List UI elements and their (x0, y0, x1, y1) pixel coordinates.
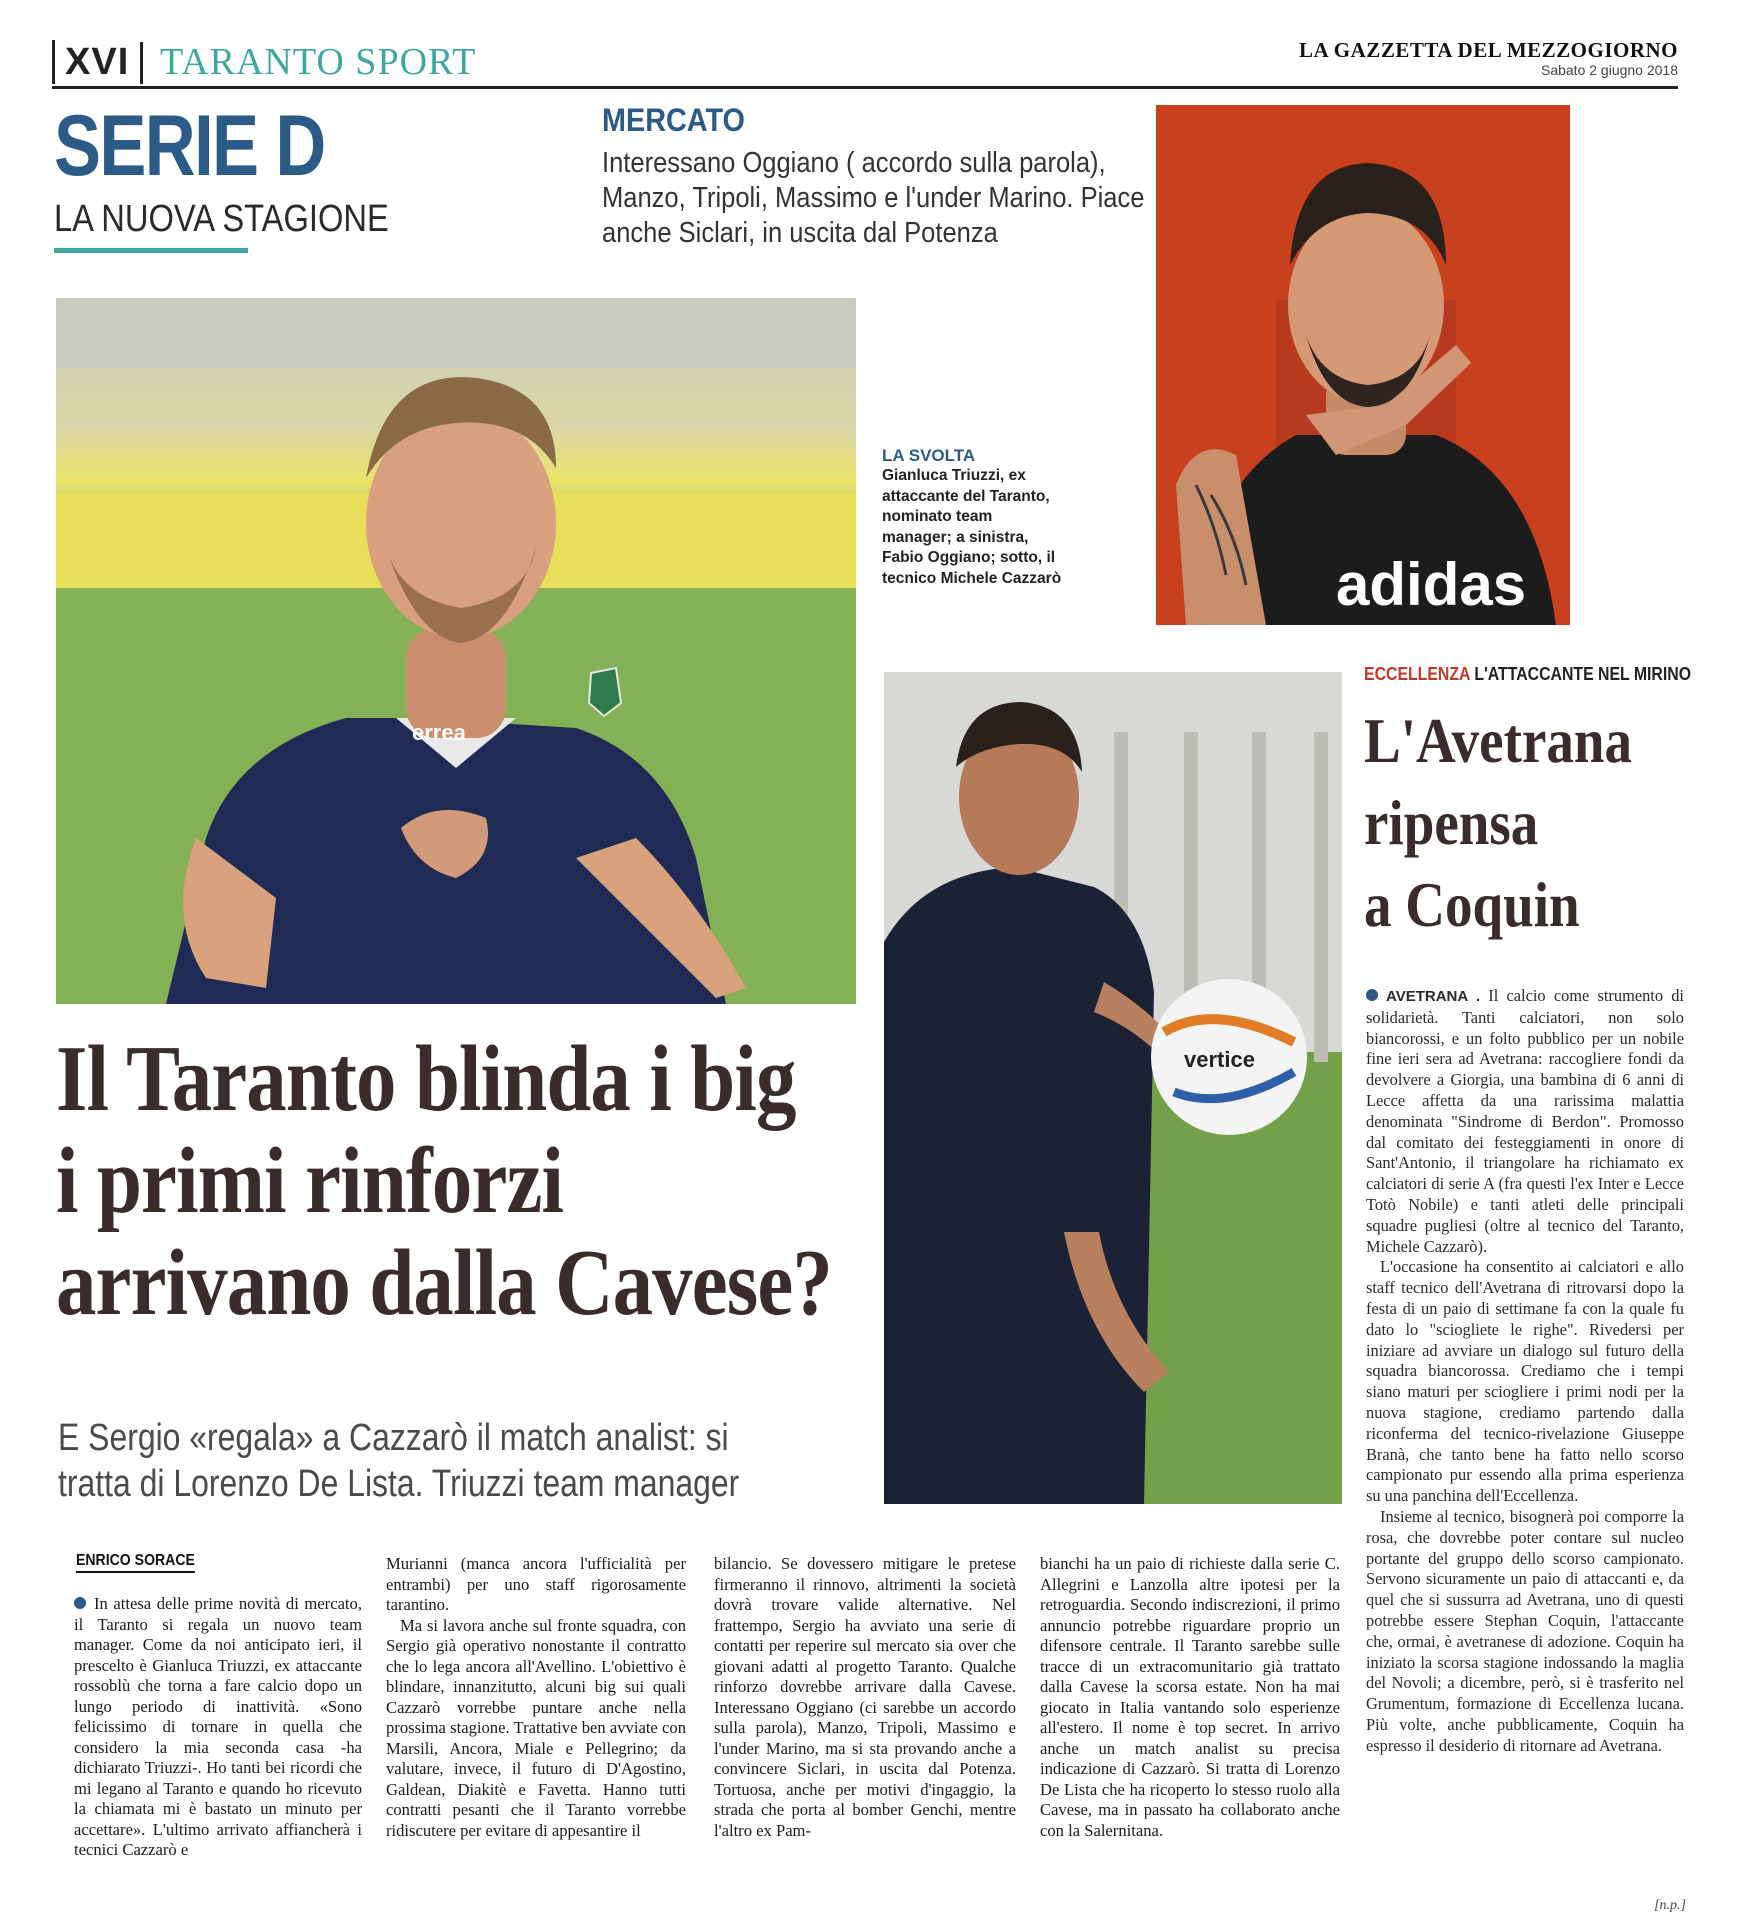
mercato-label: MERCATO (602, 102, 745, 138)
photo-oggiano (56, 298, 856, 1004)
side-headline (1364, 700, 1691, 946)
side-headline-line1: L'Avetrana (1364, 705, 1633, 776)
article-column-3: bilancio. Se dovessero mitigare le pretese firmeranno il rinnovo, altrimenti la società dovrà trovare valide alternative. Nel frattempo, Sergio ha avviato una serie di contatti per reperire sul mercato sia over che giovani adatti al progetto Taranto. Qualche rinforzo dovrebbe arrivare dalla Cavese. Interessano Oggiano (ci sarebbe un accordo sulla parola), Manzo, Tripoli, Massimo e l'under Marino, ma si sta provando anche a convincere Siclari, in uscita dal Potenza. Tortuosa, anche per motivi d'ingaggio, la strada che porta al bomber Genchi, mentre l'altro ex Pam- (714, 1554, 1016, 1840)
photo-triuzzi-illustration (1156, 105, 1570, 625)
side-dateline: AVETRANA . (1386, 988, 1481, 1005)
photo-cazzaro-illustration (884, 672, 1342, 1504)
side-headline-line2: ripensa (1364, 787, 1539, 858)
page-number: XVI (52, 40, 129, 84)
caption-label: LA SVOLTA (882, 446, 976, 465)
photo-oggiano-illustration (56, 298, 856, 1004)
byline: ENRICO SORACE (76, 1552, 195, 1573)
main-headline (56, 1028, 882, 1334)
side-paragraph-2: L'occasione ha consentito ai calciatori e allo staff tecnico dell'Avetrana di ritrovarsi dopo la festa di un paio di settimane fa con la quale fu dato lo "sciogliete le righe". Rivedersi per iniziare ad avviare un dialogo sul futuro della squadra biancorossa. Crediamo che i tempi siano maturi per sciogliere i primi nodi per la nuova stagione, crediamo partendo dalla riconferma del tecnico-rivelazione Giuseppe Branà, che tanto bene ha fatto nello scorso campionato pur essendo alla prima esperienza su una panchina dell'Eccellenza. (1366, 1257, 1684, 1506)
headline-line3: arrivano dalla Cavese? (56, 1231, 832, 1335)
photo-triuzzi (1156, 105, 1570, 625)
header-separator (140, 42, 143, 84)
newspaper-name: LA GAZZETTA DEL MEZZOGIORNO (1299, 38, 1678, 62)
side-article-body (1366, 986, 1684, 1756)
subhead-line2: tratta di Lorenzo De Lista. Triuzzi team manager (58, 1463, 740, 1505)
bullet-icon (74, 1597, 86, 1609)
photo-cazzaro (884, 672, 1342, 1504)
side-kicker-text: L'ATTACCANTE NEL MIRINO (1474, 664, 1692, 684)
nuova-stagione-subtitle: LA NUOVA STAGIONE (54, 198, 389, 240)
side-kicker-label: ECCELLENZA (1364, 664, 1470, 684)
section-title: TARANTO SPORT (160, 41, 477, 83)
caption-text: Gianluca Triuzzi, ex attaccante del Taranto, nominato team manager; a sinistra, Fabio Oggiano; sotto, il tecnico Michele Cazzarò (882, 467, 1062, 587)
headline-line2: i primi rinforzi (56, 1129, 564, 1233)
subhead-line1: E Sergio «regala» a Cazzarò il match analist: si (58, 1417, 729, 1459)
main-subheadline (58, 1415, 898, 1507)
side-signature: [n.p.] (1654, 1898, 1686, 1913)
publication-date: Sabato 2 giugno 2018 (1540, 62, 1678, 78)
mercato-text: Interessano Oggiano ( accordo sulla parola), Manzo, Tripoli, Massimo e l'under Marino. Piace anche Siclari, in uscita dal Potenza (602, 147, 1145, 249)
headline-line1: Il Taranto blinda i big (56, 1027, 796, 1131)
header-rule (52, 86, 1678, 89)
article-column-2: Murianni (manca ancora l'ufficialità per entrambi) per uno staff rigorosamente tarantino. Ma si lavora anche sul fronte squadra, con Sergio già operativo nonostante il contratto che lo lega ancora all'Avellino. L'obiettivo è blindare, innanzitutto, alcuni big sui quali Cazzarò vorrebbe puntare anche nella prossima stagione. Trattative ben avviate con Marsili, Ancora, Miale e Pellegrino; da valutare, invece, il futuro di D'Agostino, Galdean, Diakitè e Favetta. Hanno tutti contratti pesanti che il Taranto vorrebbe ridiscutere per evitare di appesantire il (386, 1554, 686, 1840)
serie-d-title: SERIE D (54, 98, 325, 194)
shirt-brand: adidas (1336, 551, 1527, 618)
side-paragraph-3: Insieme al tecnico, bisognerà poi comporre la rosa, che dovrebbe poter contare sul nucleo portante del gruppo dello scorso campionato. Servono sicuramente un paio di attaccanti e, da quel che si sussurra ad Avetrana, uno di questi potrebbe essere Stephan Coquin, l'attaccante che, ormai, è avetranese di adozione. Coquin ha iniziato la scorsa stagione indossando la maglia del Novoli; a dicembre, però, si è trasferito nel Grumentum, formazione di Eccellenza lucana. Più volte, anche pubblicamente, Coquin ha espresso il desiderio di ritornare ad Avetrana. (1366, 1506, 1684, 1755)
side-paragraph-1: AVETRANA . Il calcio come strumento di solidarietà. Tanti calciatori, non solo biancorossi, e un folto pubblico per un nobile fine ieri sera ad Avetrana: raccogliere fondi da devolvere a Giorgia, una bambina di 6 anni di Lecce affetta da una rarissima malattia denominata "Sindrome di Berdon". Promosso dal comitato dei festeggiamenti in onore di Sant'Antonio, il triangolare ha richiamato ex calciatori di serie A (fra questi l'ex Inter e Lecce Totò Nobile) e tanti atleti delle principali squadre pugliesi (oltre al tecnico del Taranto, Michele Cazzarò). (1366, 986, 1684, 1256)
article-column-1: In attesa delle prime novità di mercato, il Taranto si regala un nuovo team manager. Come da noi anticipato ieri, il prescelto è Gianluca Triuzzi, ex attaccante rossoblù che torna a fare calcio dopo un lungo periodo di inattività. «Sono felicissimo di tornare in quella che considero la mia seconda casa -ha dichiarato Triuzzi-. Ho tanti bei ricordi che mi legano al Taranto e quando ho ricevuto la chiamata mi è bastato un minuto per accettare». L'ultimo arrivato affiancherà i tecnici Cazzarò e (74, 1594, 362, 1859)
subtitle-rule (54, 248, 248, 253)
ball-brand: vertice (1184, 1047, 1255, 1072)
article-column-4: bianchi ha un paio di richieste dalla serie C. Allegrini e Lanzolla altre ipotesi per la retroguardia. Secondo indiscrezioni, il primo annuncio potrebbe riguardare proprio un difensore centrale. Il Taranto sarebbe sulle tracce di un extracomunitario già trattato dalla Cavese la scorsa estate. Non ha mai giocato in Italia vantando solo esperienze all'estero. Il nome è top secret. In arrivo anche un match analist su precisa indicazione di Cazzarò. Si tratta di Lorenzo De Lista che ha ricoperto lo stesso ruolo alla Cavese, ma in passato ha collaborato anche con la Salernitana. (1040, 1554, 1340, 1840)
jersey-brand: errea (412, 720, 466, 745)
side-headline-line3: a Coquin (1364, 869, 1580, 940)
side-kicker (1364, 664, 1691, 685)
bullet-icon (1366, 989, 1378, 1001)
